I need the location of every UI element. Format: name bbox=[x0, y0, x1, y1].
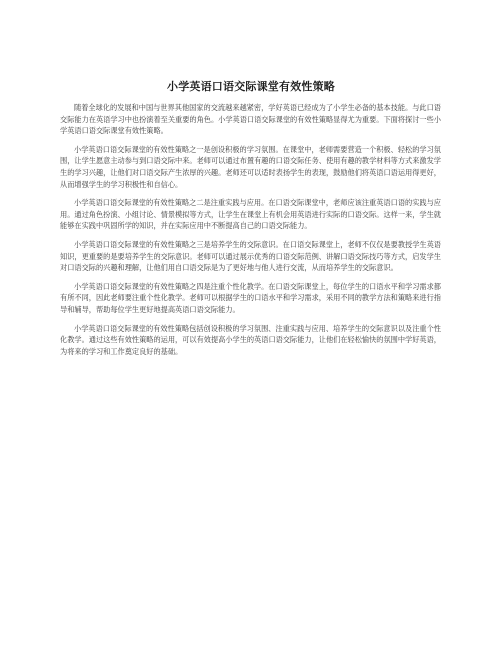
paragraph-strategy-4: 小学英语口语交际课堂的有效性策略之四是注重个性化教学。在口语交际课堂上，每位学生的口语水平和学习需求都有所不同，因此老师要注重个性化教学。老师可以根据学生的口语水平和学习需求，采用不同的教学方法和策略来进行指导和辅导，帮助每位学生更好地提高英语口语交际能力。 bbox=[60, 281, 441, 314]
paragraph-conclusion: 小学英语口语交际课堂的有效性策略包括创设积极的学习氛围、注重实践与应用、培养学生的交际意识以及注重个性化教学。通过这些有效性策略的运用，可以有效提高小学生的英语口语交际能力，让他们在轻松愉快的氛围中学好英语，为将来的学习和工作奠定良好的基础。 bbox=[60, 323, 441, 356]
paragraph-strategy-3: 小学英语口语交际课堂的有效性策略之三是培养学生的交际意识。在口语交际课堂上，老师不仅仅是要教授学生英语知识，更重要的是要培养学生的交际意识。老师可以通过展示优秀的口语交际范例、讲解口语交际技巧等方式，启发学生对口语交际的兴趣和理解，让他们用自口语交际是为了更好地与他人进行交流，从而培养学生的交际意识。 bbox=[60, 239, 441, 273]
document-title: 小学英语口语交际课堂有效性策略 bbox=[167, 80, 335, 93]
paragraph-strategy-2: 小学英语口语交际课堂的有效性策略之二是注重实践与应用。在口语交际课堂中，老师应该注重英语口语的实践与应用。通过角色扮演、小组讨论、情景模拟等方式，让学生在课堂上有机会用英语进行实际的口语交际。这样一来，学生就能够在实践中巩固所学的知识，并在实际应用中不断提高自己的口语交际能力。 bbox=[60, 198, 441, 231]
document-body bbox=[60, 102, 441, 364]
paragraph-strategy-1: 小学英语口语交际课堂的有效性策略之一是创设积极的学习氛围。在课堂中，老师需要营造一个积极、轻松的学习氛围，让学生愿意主动参与到口语交际中来。老师可以通过布置有趣的口语交际任务、使用有趣的教学材料等方式来激发学生的学习兴趣，让他们对口语交际产生浓厚的兴趣。老师还可以适时表扬学生的表现，鼓励他们将英语口语运用得更好，从而增强学生的学习积极性和自信心。 bbox=[60, 144, 441, 189]
paragraph-intro: 随着全球化的发展和中国与世界其他国家的交流越来越紧密，学好英语已经成为了小学生必备的基本技能。与此口语交际能力在英语学习中也扮演着至关重要的角色。小学英语口语交际课堂的有效性策略显得尤为重要。下面将探讨一些小学英语口语交际课堂有效性策略。 bbox=[60, 103, 441, 136]
